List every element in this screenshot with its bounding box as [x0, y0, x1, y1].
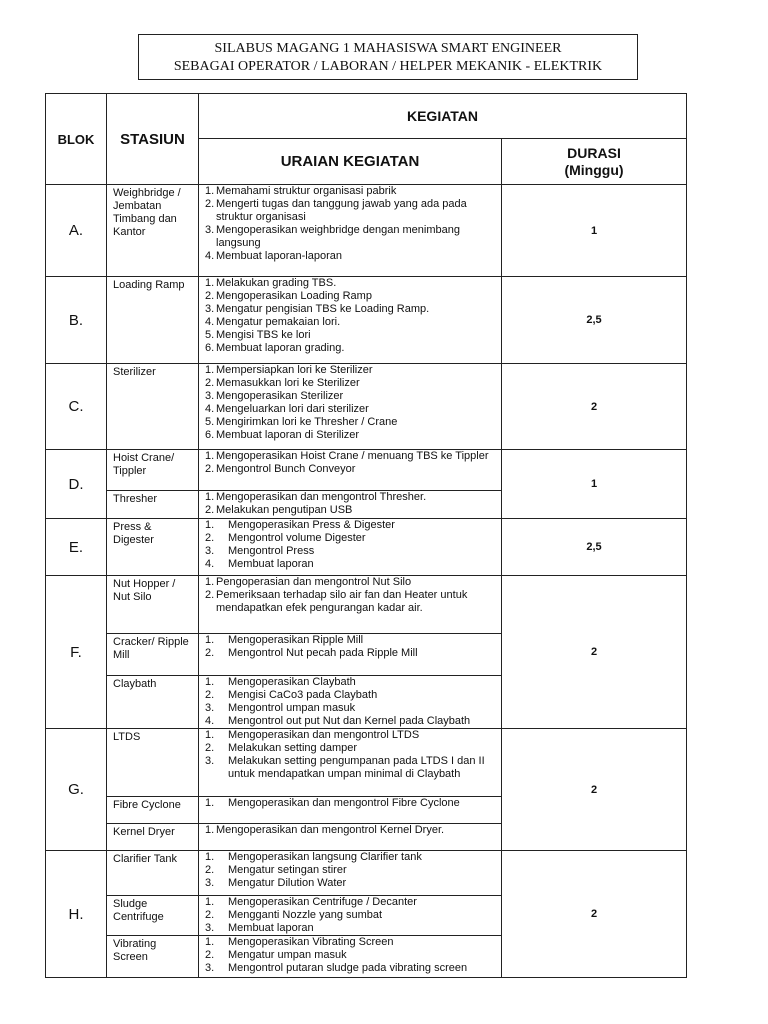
blok-cell: H. [46, 851, 107, 978]
durasi-cell: 2 [502, 576, 687, 729]
activity-list [205, 896, 497, 935]
activity-number: 1. [205, 634, 215, 646]
header-durasi-unit: (Minggu) [564, 161, 624, 178]
uraian-cell [199, 185, 502, 277]
uraian-cell [199, 824, 502, 851]
uraian-cell [199, 364, 502, 450]
activity-number: 5. [205, 329, 215, 341]
activity-number: 2. [205, 504, 215, 516]
activity-text: Mengoperasikan langsung Clarifier tank [228, 851, 422, 863]
activity-text: Mengganti Nozzle yang sumbat [228, 909, 383, 921]
stasiun-cell: Nut Hopper / Nut Silo [107, 576, 199, 634]
activity-number: 1. [205, 729, 215, 741]
activity-text: Membuat laporan [228, 558, 314, 570]
activity-item [205, 936, 497, 949]
activity-item [205, 403, 497, 416]
uraian-cell [199, 729, 502, 797]
activity-number: 3. [205, 922, 215, 934]
table-row [46, 277, 687, 364]
activity-text: Mengoperasikan Press & Digester [228, 519, 395, 531]
activity-number: 2. [205, 377, 215, 389]
activity-number: 1. [205, 824, 215, 836]
activity-item [205, 364, 497, 377]
activity-text: Mengoperasikan dan mengontrol Kernel Dryer. [216, 824, 445, 836]
durasi-cell: 1 [502, 450, 687, 519]
header-durasi-label: DURASI [567, 144, 621, 161]
durasi-cell: 2,5 [502, 519, 687, 576]
activity-text: Membuat laporan-laporan [216, 250, 342, 262]
activity-item [205, 702, 497, 715]
activity-item [205, 877, 497, 890]
activity-text: Mengoperasikan Loading Ramp [216, 290, 372, 302]
activity-number: 1. [205, 576, 215, 588]
activity-number: 2. [205, 864, 215, 876]
uraian-cell [199, 576, 502, 634]
uraian-cell [199, 896, 502, 936]
table-row [46, 851, 687, 896]
activity-list [205, 824, 497, 837]
activity-item [205, 676, 497, 689]
activity-text: Mengoperasikan Hoist Crane / menuang TBS ke Tippler [216, 450, 489, 462]
stasiun-cell: Thresher [107, 491, 199, 519]
activity-item [205, 851, 497, 864]
activity-text: Membuat laporan grading. [216, 342, 345, 354]
activity-number: 1. [205, 450, 215, 462]
header-durasi [502, 139, 687, 185]
activity-list [205, 450, 497, 476]
activity-item [205, 519, 497, 532]
stasiun-cell: Sludge Centrifuge [107, 896, 199, 936]
uraian-cell [199, 797, 502, 824]
uraian-cell [199, 851, 502, 896]
activity-item [205, 185, 497, 198]
activity-number: 1. [205, 519, 215, 531]
stasiun-cell: Vibrating Screen [107, 936, 199, 978]
activity-number: 2. [205, 532, 215, 544]
activity-item [205, 576, 497, 589]
activity-number: 3. [205, 224, 215, 236]
activity-text: Mengontrol Bunch Conveyor [216, 463, 356, 475]
activity-text: Mengontrol putaran sludge pada vibrating screen [228, 962, 468, 974]
activity-text: Mengontrol out put Nut dan Kernel pada Claybath [228, 715, 471, 727]
activity-list [205, 576, 497, 615]
activity-number: 3. [205, 303, 215, 315]
stasiun-cell: LTDS [107, 729, 199, 797]
activity-item [205, 504, 497, 517]
activity-list [205, 185, 497, 263]
durasi-cell: 1 [502, 185, 687, 277]
activity-item [205, 416, 497, 429]
activity-number: 1. [205, 185, 215, 197]
uraian-cell [199, 936, 502, 978]
blok-cell: F. [46, 576, 107, 729]
activity-item [205, 949, 497, 962]
activity-item [205, 390, 497, 403]
table-row [46, 364, 687, 450]
header-uraian: URAIAN KEGIATAN [199, 139, 502, 185]
stasiun-cell: Clarifier Tank [107, 851, 199, 896]
activity-text: Pemeriksaan terhadap silo air fan dan Heater untuk mendapatkan efek pengurangan kadar air. [216, 589, 468, 614]
activity-item [205, 797, 497, 810]
activity-list [205, 364, 497, 442]
header-blok: BLOK [46, 94, 107, 185]
activity-text: Mengontrol Press [228, 545, 315, 557]
activity-item [205, 589, 497, 615]
activity-item [205, 429, 497, 442]
activity-list [205, 519, 497, 571]
activity-item [205, 377, 497, 390]
activity-list [205, 676, 497, 728]
activity-text: Memasukkan lori ke Sterilizer [216, 377, 360, 389]
table-row [46, 519, 687, 576]
activity-text: Mengoperasikan dan mengontrol Thresher. [216, 491, 427, 503]
activity-number: 2. [205, 198, 215, 210]
durasi-cell: 2 [502, 729, 687, 851]
durasi-cell: 2,5 [502, 277, 687, 364]
activity-list [205, 936, 497, 975]
activity-text: Mengoperasikan weighbridge dengan menimbang langsung [216, 224, 460, 249]
stasiun-cell: Cracker/ Ripple Mill [107, 634, 199, 676]
uraian-cell [199, 450, 502, 491]
stasiun-cell: Weighbridge / Jembatan Timbang dan Kantor [107, 185, 199, 277]
activity-text: Mengoperasikan Sterilizer [216, 390, 344, 402]
uraian-cell [199, 491, 502, 519]
activity-number: 4. [205, 715, 215, 727]
activity-text: Mengontrol volume Digester [228, 532, 366, 544]
activity-number: 4. [205, 250, 215, 262]
document-title [138, 34, 638, 80]
stasiun-cell: Kernel Dryer [107, 824, 199, 851]
activity-item [205, 922, 497, 935]
activity-text: Mengisi CaCo3 pada Claybath [228, 689, 378, 701]
activity-number: 3. [205, 962, 215, 974]
activity-list [205, 491, 497, 517]
activity-list [205, 797, 497, 810]
activity-number: 2. [205, 689, 215, 701]
table-row [46, 185, 687, 277]
activity-text: Mengatur umpan masuk [228, 949, 347, 961]
activity-item [205, 558, 497, 571]
activity-number: 5. [205, 416, 215, 428]
uraian-cell [199, 676, 502, 729]
stasiun-cell: Hoist Crane/ Tippler [107, 450, 199, 491]
activity-item [205, 329, 497, 342]
activity-text: Mengoperasikan Claybath [228, 676, 356, 688]
activity-text: Mengeluarkan lori dari sterilizer [216, 403, 369, 415]
activity-item [205, 689, 497, 702]
activity-item [205, 491, 497, 504]
activity-item [205, 532, 497, 545]
activity-list [205, 851, 497, 890]
activity-text: Mengoperasikan dan mengontrol LTDS [228, 729, 420, 741]
activity-item [205, 342, 497, 355]
activity-text: Melakukan grading TBS. [216, 277, 337, 289]
activity-item [205, 316, 497, 329]
blok-cell: C. [46, 364, 107, 450]
durasi-cell: 2 [502, 851, 687, 978]
stasiun-cell: Press & Digester [107, 519, 199, 576]
activity-text: Pengoperasian dan mengontrol Nut Silo [216, 576, 412, 588]
activity-list [205, 729, 497, 781]
activity-number: 3. [205, 755, 215, 767]
activity-item [205, 277, 497, 290]
activity-number: 1. [205, 277, 215, 289]
activity-text: Mengatur setingan stirer [228, 864, 347, 876]
table-row [46, 729, 687, 797]
activity-number: 3. [205, 390, 215, 402]
activity-item [205, 647, 497, 660]
activity-number: 2. [205, 742, 215, 754]
activity-number: 1. [205, 851, 215, 863]
activity-text: Melakukan pengutipan USB [216, 504, 353, 516]
activity-number: 2. [205, 647, 215, 659]
activity-item [205, 224, 497, 250]
activity-number: 1. [205, 364, 215, 376]
header-stasiun: STASIUN [107, 94, 199, 185]
activity-text: Mengoperasikan Centrifuge / Decanter [228, 896, 417, 908]
stasiun-cell: Claybath [107, 676, 199, 729]
activity-text: Mengoperasikan Ripple Mill [228, 634, 364, 646]
activity-text: Mengatur Dilution Water [228, 877, 347, 889]
activity-item [205, 250, 497, 263]
activity-number: 1. [205, 491, 215, 503]
activity-text: Mengerti tugas dan tanggung jawab yang ada pada struktur organisasi [216, 198, 467, 223]
activity-number: 2. [205, 949, 215, 961]
activity-number: 2. [205, 589, 215, 601]
activity-text: Mengisi TBS ke lori [216, 329, 311, 341]
activity-number: 1. [205, 797, 215, 809]
activity-item [205, 545, 497, 558]
activity-item [205, 729, 497, 742]
activity-number: 1. [205, 676, 215, 688]
activity-number: 6. [205, 342, 215, 354]
header-kegiatan: KEGIATAN [199, 94, 687, 139]
blok-cell: A. [46, 185, 107, 277]
activity-text: Mengontrol umpan masuk [228, 702, 356, 714]
blok-cell: B. [46, 277, 107, 364]
activity-text: Mengoperasikan Vibrating Screen [228, 936, 394, 948]
stasiun-cell: Sterilizer [107, 364, 199, 450]
activity-item [205, 463, 497, 476]
activity-text: Memahami struktur organisasi pabrik [216, 185, 397, 197]
activity-item [205, 634, 497, 647]
activity-text: Membuat laporan di Sterilizer [216, 429, 360, 441]
activity-text: Mengontrol Nut pecah pada Ripple Mill [228, 647, 418, 659]
activity-number: 4. [205, 316, 215, 328]
activity-text: Membuat laporan [228, 922, 314, 934]
activity-text: Mempersiapkan lori ke Sterilizer [216, 364, 373, 376]
table-row [46, 450, 687, 491]
activity-item [205, 896, 497, 909]
activity-item [205, 198, 497, 224]
activity-number: 3. [205, 702, 215, 714]
activity-number: 2. [205, 463, 215, 475]
activity-item [205, 290, 497, 303]
activity-number: 2. [205, 290, 215, 302]
durasi-cell: 2 [502, 364, 687, 450]
uraian-cell [199, 519, 502, 576]
activity-number: 4. [205, 558, 215, 570]
activity-item [205, 742, 497, 755]
activity-number: 3. [205, 877, 215, 889]
activity-number: 2. [205, 909, 215, 921]
stasiun-cell: Fibre Cyclone [107, 797, 199, 824]
syllabus-table [45, 93, 687, 978]
activity-text: Mengatur pengisian TBS ke Loading Ramp. [216, 303, 430, 315]
title-line-1: SILABUS MAGANG 1 MAHASISWA SMART ENGINEER [214, 41, 562, 56]
title-line-2: SEBAGAI OPERATOR / LABORAN / HELPER MEKANIK - ELEKTRIK [173, 59, 603, 74]
blok-cell: D. [46, 450, 107, 519]
uraian-cell [199, 634, 502, 676]
activity-item [205, 755, 497, 781]
activity-item [205, 715, 497, 728]
activity-item [205, 864, 497, 877]
blok-cell: E. [46, 519, 107, 576]
stasiun-cell: Loading Ramp [107, 277, 199, 364]
activity-text: Mengirimkan lori ke Thresher / Crane [216, 416, 398, 428]
activity-item [205, 824, 497, 837]
uraian-cell [199, 277, 502, 364]
activity-item [205, 303, 497, 316]
activity-text: Mengatur pemakaian lori. [216, 316, 341, 328]
activity-list [205, 634, 497, 660]
activity-text: Mengoperasikan dan mengontrol Fibre Cyclone [228, 797, 460, 809]
table-body [46, 185, 687, 978]
activity-list [205, 277, 497, 355]
activity-number: 3. [205, 545, 215, 557]
activity-number: 4. [205, 403, 215, 415]
table-row [46, 576, 687, 634]
activity-number: 1. [205, 936, 215, 948]
activity-item [205, 450, 497, 463]
activity-item [205, 909, 497, 922]
activity-text: Melakukan setting pengumpanan pada LTDS I dan II untuk mendapatkan umpan minimal di Claybath [228, 755, 485, 780]
blok-cell: G. [46, 729, 107, 851]
activity-item [205, 962, 497, 975]
activity-number: 1. [205, 896, 215, 908]
activity-text: Melakukan setting damper [228, 742, 358, 754]
activity-number: 6. [205, 429, 215, 441]
